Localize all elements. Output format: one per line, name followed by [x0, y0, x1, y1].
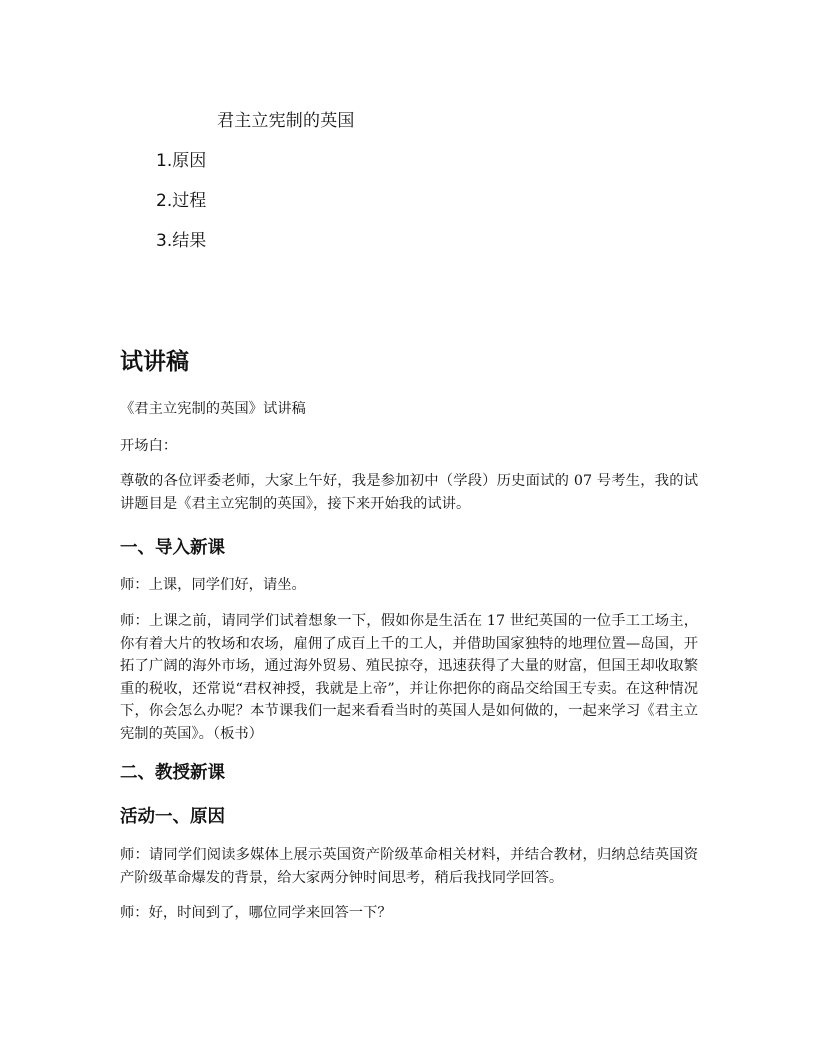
outline-item-result: 3.结果: [156, 231, 207, 251]
outline-item-cause: 1.原因: [156, 151, 207, 171]
script-title-paragraph: 《君主立宪制的英国》试讲稿: [120, 401, 306, 417]
opening-paragraph: 尊敬的各位评委老师，大家上午好，我是参加初中（学段）历史面试的 07 号考生，我的试讲题目是《君主立宪制的英国》，接下来开始我的试讲。: [120, 473, 698, 512]
teacher-greeting-paragraph: 师：上课，同学们好，请坐。: [120, 577, 306, 593]
heading-new-lesson: 二、教授新课: [120, 763, 225, 783]
introduction-paragraph: 师：上课之前，请同学们试着想象一下，假如你是生活在 17 世纪英国的一位手工工场主，你有着大片的牧场和农场，雇佣了成百上千的工人，并借助国家独特的地理位置—岛国，开拓了广阔的海外市场，通过海外贸易、殖民掠夺，迅速获得了大量的财富，但国王却收取繁重的税收，还常说“君权神授，我就是上帝”，并让你把你的商品交给国王专卖。在这种情况下，你会怎么办呢？本节课我们一起来看看当时的英国人是如何做的，一起来学习《君主立宪制的英国》。（板书）: [120, 613, 698, 742]
activity-instruction-paragraph: 师：请同学们阅读多媒体上展示英国资产阶级革命相关材料，并结合教材，归纳总结英国资产阶级革命爆发的背景，给大家两分钟时间思考，稍后我找同学回答。: [120, 847, 698, 886]
heading-activity-one: 活动一、原因: [120, 807, 225, 827]
heading-introduction: 一、导入新课: [120, 538, 225, 558]
opening-label: 开场白：: [120, 438, 178, 454]
teacher-question-paragraph: 师：好，时间到了，哪位同学来回答一下？: [120, 905, 392, 921]
board-title: 君主立宪制的英国: [217, 111, 355, 131]
section-title: 试讲稿: [120, 349, 189, 375]
outline-item-process: 2.过程: [156, 191, 207, 211]
